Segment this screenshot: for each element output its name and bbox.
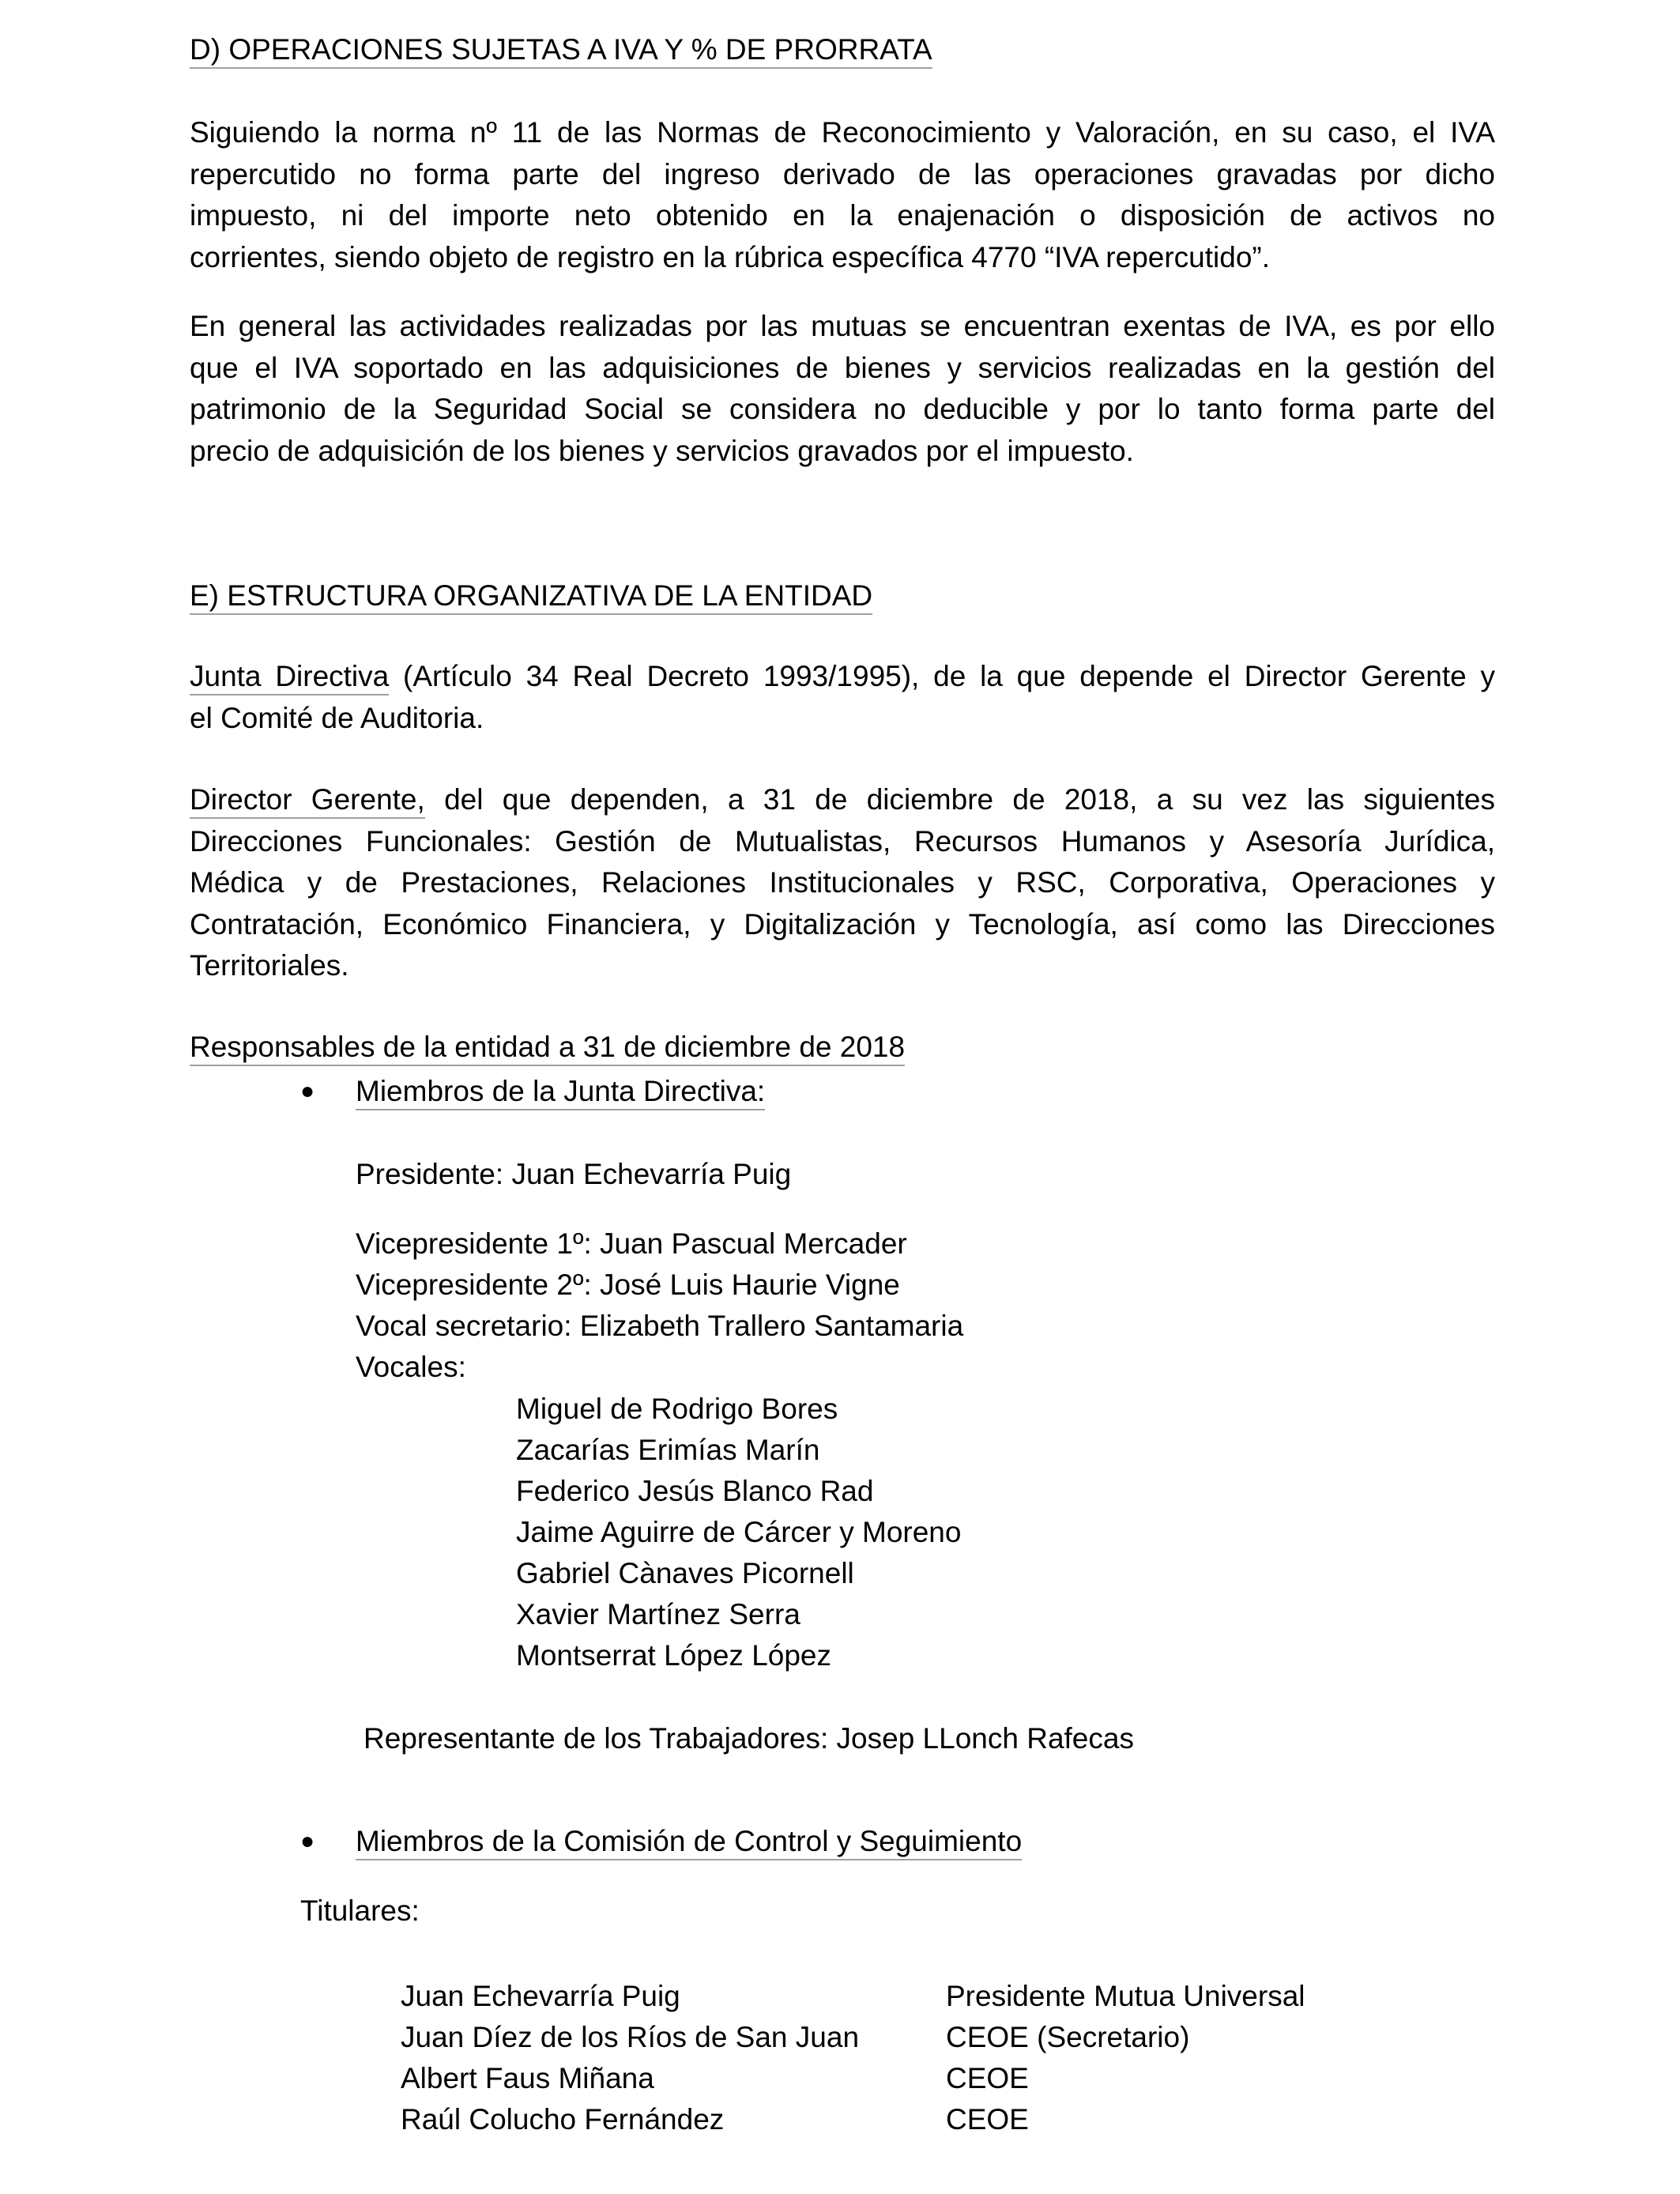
vicepresidente-1-line: Vicepresidente 1º: Juan Pascual Mercader [356,1227,907,1260]
text-line: Junta Directiva (Artículo 34 Real Decreto 1993/1995), de la que depende el Director Gerente y [190,656,1495,698]
comision-heading: Miembros de la Comisión de Control y Seguimiento [356,1821,1022,1862]
text-line: precio de adquisición de los bienes y servicios gravados por el impuesto. [190,434,1134,467]
director-gerente-label: Director Gerente, [190,783,425,819]
presidente-line: Presidente: Juan Echevarría Puig [356,1158,792,1190]
vocal-name: Federico Jesús Blanco Rad [516,1475,874,1507]
text-line: que el IVA soportado en las adquisiciones de bienes y servicios realizadas en la gestión del [190,351,1495,384]
text-line: Territoriales. [190,949,349,982]
titular-name: Juan Echevarría Puig [401,1980,680,2012]
titular-name: Raúl Colucho Fernández [401,2103,725,2136]
junta-directiva-label: Junta Directiva [190,660,389,696]
responsables-heading: Responsables de la entidad a 31 de diciembre de 2018 [190,1027,905,1068]
text-line: impuesto, ni del importe neto obtenido en la enajenación o disposición de activos no [190,199,1495,232]
vocal-name: Gabriel Cànaves Picornell [516,1557,854,1589]
titular-name: Juan Díez de los Ríos de San Juan [401,2021,860,2053]
titular-role: CEOE (Secretario) [946,2021,1190,2053]
text-line: el Comité de Auditoria. [190,701,484,734]
vocal-secretario-line: Vocal secretario: Elizabeth Trallero Santamaria [356,1310,964,1342]
junta-members-heading: Miembros de la Junta Directiva: [356,1071,765,1112]
vocal-name: Montserrat López López [516,1639,832,1672]
bullet-icon: ● [300,1828,315,1854]
text-line: Director Gerente, del que dependen, a 31 de diciembre de 2018, a su vez las siguientes [190,779,1495,821]
text-line: Direcciones Funcionales: Gestión de Mutualistas, Recursos Humanos y Asesoría Jurídica, [190,824,1495,858]
titular-name: Albert Faus Miñana [401,2062,654,2094]
paragraph-director-gerente [190,779,1495,987]
text-line: Siguiendo la norma nº 11 de las Normas de Reconocimiento y Valoración, en su caso, el IVA [190,116,1495,149]
paragraph-junta-directiva [190,656,1495,739]
vocal-name: Jaime Aguirre de Cárcer y Moreno [516,1516,962,1548]
text-line: repercutido no forma parte del ingreso derivado de las operaciones gravadas por dicho [190,157,1495,190]
titular-role: CEOE [946,2103,1029,2136]
titular-role: CEOE [946,2062,1029,2094]
titulares-label: Titulares: [300,1894,420,1927]
text-line: Contratación, Económico Financiera, y Digitalización y Tecnología, así como las Direcciones [190,907,1495,941]
paragraph-iva-repercutido [190,112,1495,278]
text-line: Médica y de Prestaciones, Relaciones Institucionales y RSC, Corporativa, Operaciones y [190,866,1495,899]
text-line: corrientes, siendo objeto de registro en la rúbrica específica 4770 “IVA repercutido”. [190,240,1271,273]
paragraph-iva-soportado [190,306,1495,472]
text-line: En general las actividades realizadas por las mutuas se encuentran exentas de IVA, es por ello [190,310,1495,342]
representante-line: Representante de los Trabajadores: Josep LLonch Rafecas [363,1722,1134,1755]
section-e-heading: E) ESTRUCTURA ORGANIZATIVA DE LA ENTIDAD [190,575,872,616]
text-line: patrimonio de la Seguridad Social se considera no deducible y por lo tanto forma parte del [190,393,1495,425]
vocal-name: Xavier Martínez Serra [516,1598,800,1630]
vocal-name: Miguel de Rodrigo Bores [516,1393,838,1425]
vocal-name: Zacarías Erimías Marín [516,1434,820,1466]
vicepresidente-2-line: Vicepresidente 2º: José Luis Haurie Vigne [356,1269,900,1301]
titular-role: Presidente Mutua Universal [946,1980,1305,2012]
section-d-heading: D) OPERACIONES SUJETAS A IVA Y % DE PRORRATA [190,29,932,70]
vocales-label: Vocales: [356,1351,466,1383]
bullet-icon: ● [300,1078,315,1104]
